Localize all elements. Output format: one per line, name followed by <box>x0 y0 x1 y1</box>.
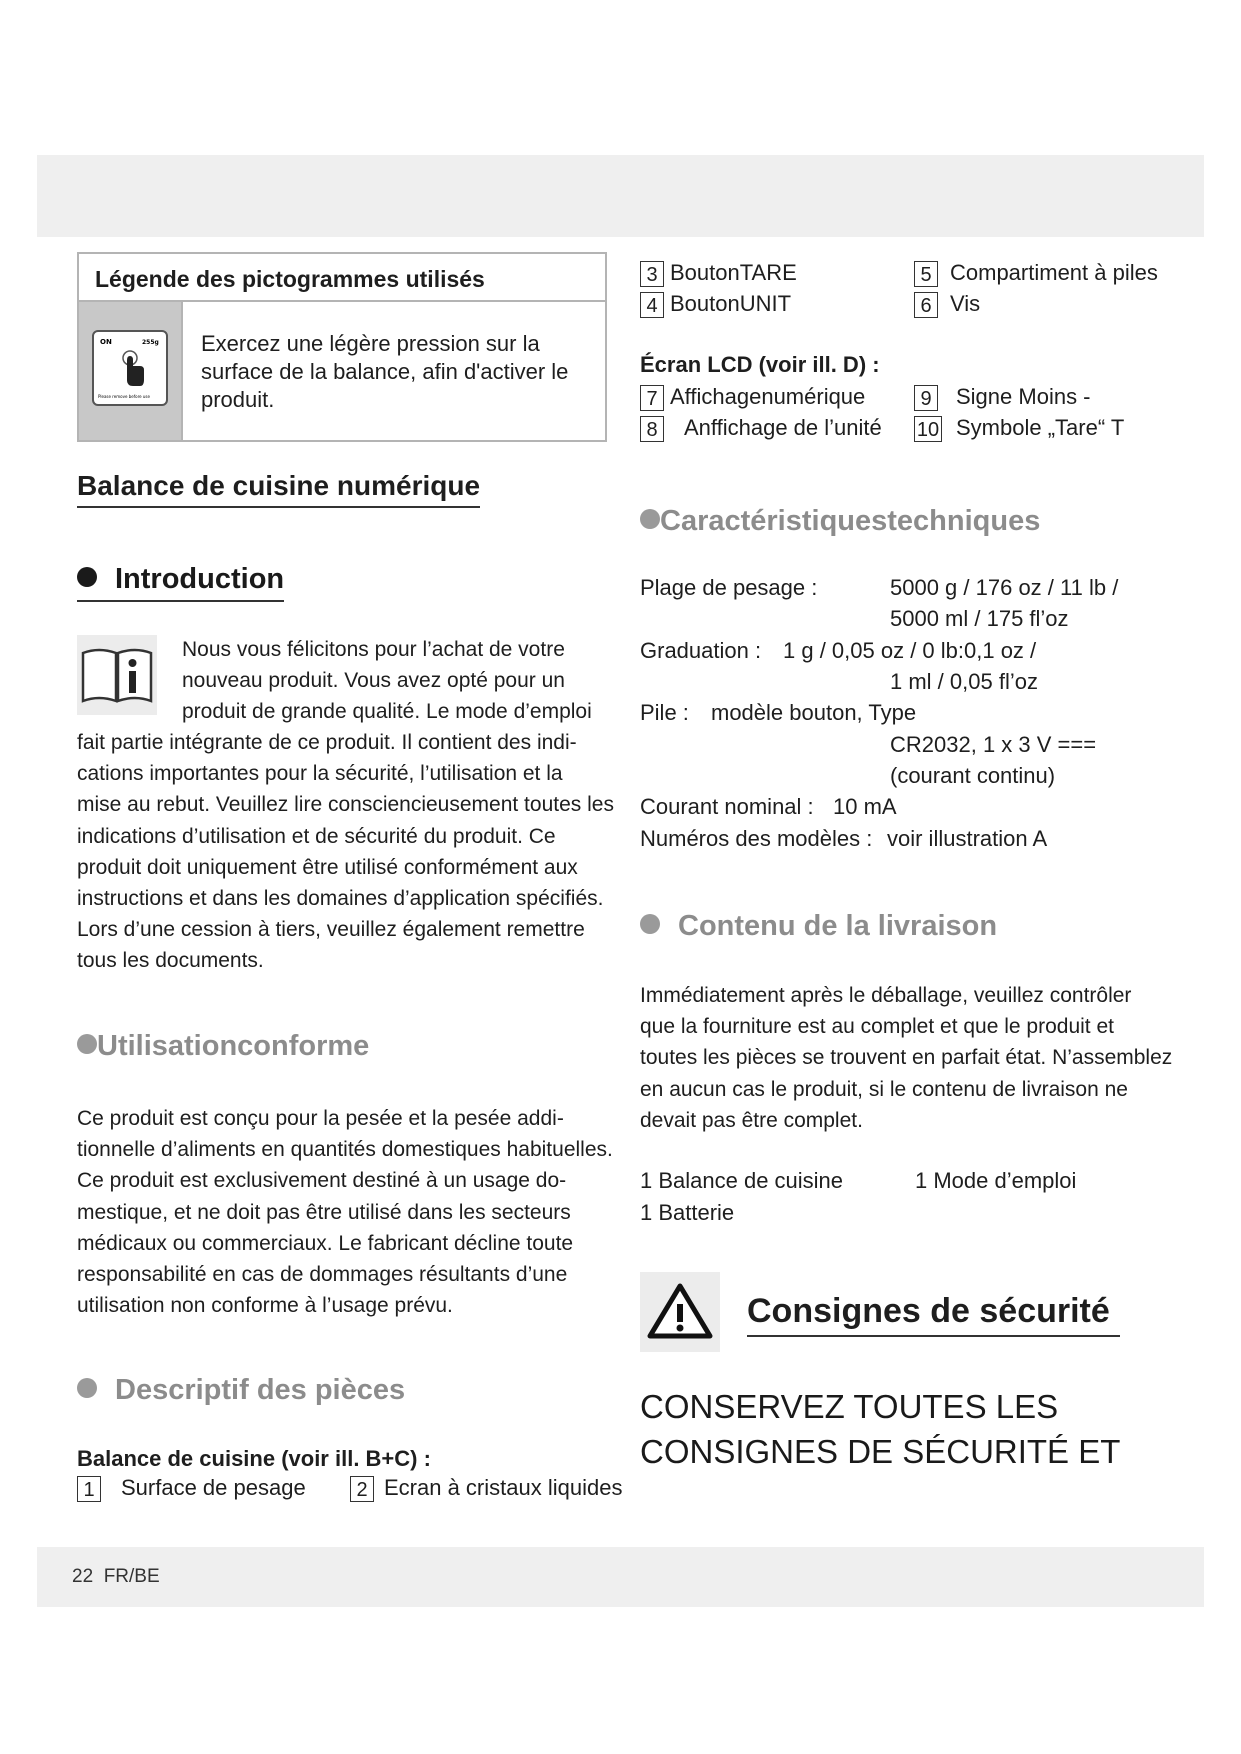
legend-box <box>77 252 607 442</box>
icon-on-label: ON <box>100 338 112 346</box>
spec-pile-value: (courant continu) <box>890 763 1056 788</box>
bullet-icon <box>77 1378 97 1398</box>
contenu-heading: Contenu de la livraison <box>640 910 997 943</box>
lcd-item: 8 Anffichage de l’unité <box>640 415 882 442</box>
introduction-text-top: Nous vous félicitons pour l’achat de votre nouveau produit. Vous avez opté pour un produit de grande qualité. Le mode d’emploi <box>182 638 592 724</box>
part-item: 2 Ecran à cristaux liquides <box>350 1475 622 1502</box>
spec-modeles-label: Numéros des modèles : <box>640 826 873 851</box>
spec-graduation-label: Graduation : <box>640 638 762 663</box>
icon-weight-label: 255g <box>142 339 159 346</box>
spec-courant-label: Courant nominal : <box>640 794 814 819</box>
bullet-icon <box>640 914 660 934</box>
introduction-text: fait partie intégrante de ce produit. Il contient des indi- cations importantes pour la sécurité, l’utilisation et la mise au rebut. Veuillez lire consciencieusement toutes les indications d’utilisation et de sécurité du produit. Ce produit doit uniquement être utilisé conformément aux instructions et dans les domaines d’application spécifiés. Lors d’une cession à tiers, veuillez également remettre tous les documents. <box>77 731 614 973</box>
footer-band <box>37 1547 1204 1607</box>
part-item: 4 BoutonUNIT <box>640 291 791 318</box>
contenu-item: 1 Batterie <box>640 1200 735 1225</box>
part-item: 5 Compartiment à piles <box>914 260 1158 287</box>
contenu-item: 1 Balance de cuisine <box>640 1168 844 1193</box>
safety-caps-line: CONSIGNES DE SÉCURITÉ ET <box>640 1433 1121 1470</box>
spec-plage-label: Plage de pesage : <box>640 575 818 600</box>
lcd-item: 7 Affichagenumérique <box>640 384 865 411</box>
legend-description: Exercez une légère pression sur la surface de la balance, afin d'activer le produit. <box>201 331 569 412</box>
header-band <box>37 155 1204 237</box>
spec-pile-value: modèle bouton, Type <box>711 700 917 725</box>
legend-title: Légende des pictogrammes utilisés <box>79 254 605 302</box>
utilisation-heading: Utilisationconforme <box>77 1030 369 1063</box>
warning-triangle-icon <box>640 1272 720 1352</box>
contenu-text: Immédiatement après le déballage, veuillez contrôler que la fourniture est au complet et que le produit et toutes les pièces se trouvent en parfait état. N’assemblez en aucun cas le produit, si le contenu de livraison ne devait pas être complet. <box>640 984 1173 1132</box>
bullet-icon <box>77 1034 97 1054</box>
part-item: 3 BoutonTARE <box>640 260 797 287</box>
page-footer <box>72 1566 160 1588</box>
page-title: Balance de cuisine numérique <box>77 470 480 508</box>
introduction-heading: Introduction <box>77 563 284 602</box>
touch-scale-icon <box>92 330 168 406</box>
page-number: 22 <box>72 1566 94 1587</box>
part-item: 6 Vis <box>914 291 980 318</box>
spec-plage-value: 5000 ml / 175 fl’oz <box>890 606 1069 631</box>
bullet-icon <box>77 567 97 587</box>
spec-modeles-value: voir illustration A <box>887 826 1048 851</box>
bullet-icon <box>640 509 660 529</box>
spec-graduation-value: 1 ml / 0,05 fl’oz <box>890 669 1038 694</box>
spec-pile-label: Pile : <box>640 700 689 725</box>
safety-heading: Consignes de sécurité <box>747 1292 1120 1337</box>
spec-graduation-value: 1 g / 0,05 oz / 0 lb:0,1 oz / <box>783 638 1037 663</box>
lcd-parts-label: Écran LCD (voir ill. D) : <box>640 352 880 377</box>
utilisation-text: Ce produit est conçu pour la pesée et la pesée addi- tionnelle d’aliments en quantités domestiques habituelles. Ce produit est exclusivement destiné à un usage do- mestique, et ne doit pas être utilisé dans les secteurs médicaux ou commerciaux. Le fabricant décline toute responsabilité en cas de dommages résultants d’une utilisation non conforme à l’usage prévu. <box>77 1107 613 1318</box>
descriptif-heading: Descriptif des pièces <box>77 1374 405 1407</box>
spec-plage-value: 5000 g / 176 oz / 11 lb / <box>890 575 1119 600</box>
icon-note-label: Please remove before use <box>98 394 150 399</box>
part-item: 1 Surface de pesage <box>77 1475 306 1502</box>
balance-parts-label: Balance de cuisine (voir ill. B+C) : <box>77 1446 431 1471</box>
manual-info-icon <box>77 635 157 715</box>
lcd-item: 10 Symbole „Tare“ T <box>914 415 1124 442</box>
lcd-item: 9 Signe Moins - <box>914 384 1091 411</box>
spec-pile-value: CR2032, 1 x 3 V === <box>890 732 1097 757</box>
specs-heading: Caractéristiquestechniques <box>640 505 1040 538</box>
safety-caps-line: CONSERVEZ TOUTES LES <box>640 1388 1059 1425</box>
contenu-item: 1 Mode d’emploi <box>915 1168 1077 1193</box>
spec-courant-value: 10 mA <box>833 794 897 819</box>
page-locale: FR/BE <box>103 1566 160 1587</box>
